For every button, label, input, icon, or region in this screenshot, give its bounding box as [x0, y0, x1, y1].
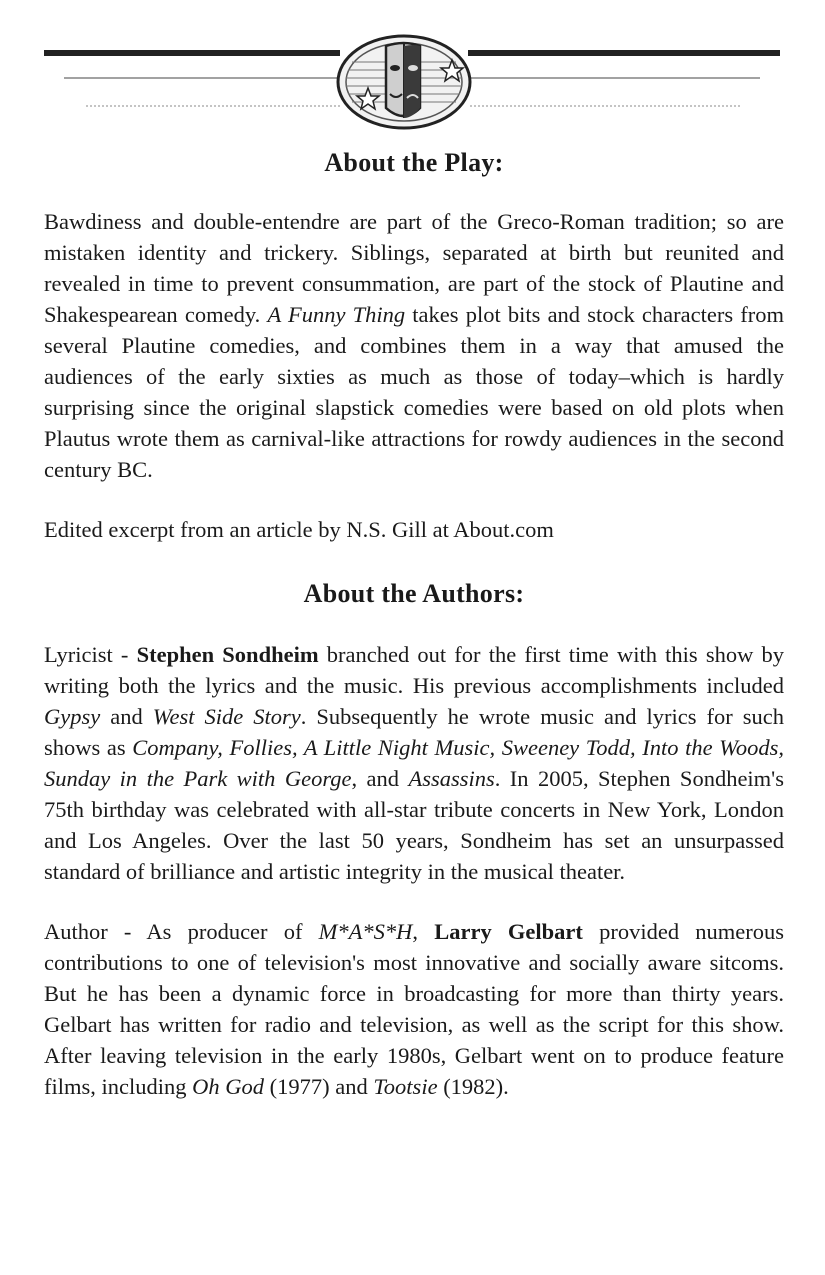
sondheim-west-side-story: West Side Story	[152, 704, 301, 729]
page-header	[0, 0, 825, 140]
page-content	[44, 148, 784, 1102]
about-play-text-2: takes plot bits and stock characters from several Plautine comedies, and combines them in a way that amused the audiences of the early sixties as much as those of today–which is hardly surprising since the original slapstick comedies were based on old plots when Plautus wrote them as carnival-like attractions for rowdy audiences in the second century BC.	[44, 302, 784, 482]
article-credit: Edited excerpt from an article by N.S. Gill at About.com	[44, 517, 554, 542]
gelbart-text-4: (1982).	[437, 1074, 509, 1099]
sondheim-text-1: branched out for the first time with this show by writing both the lyrics and the music. His previous accomplishments included	[44, 642, 784, 698]
gelbart-mash: M*A*S*H	[318, 919, 413, 944]
gelbart-role: Author - As producer of	[44, 919, 319, 944]
about-play-title-italic: A Funny Thing	[267, 302, 406, 327]
gelbart-text-2: provided numerous contributions to one of television's most innovative and socially aware sitcoms. But he has been a dynamic force in broadcasting for more than thirty years. Gelbart has written for radio and television, as well as the script for this show. After leaving television in the early 1980s, Gelbart went on to produce feature films, including	[44, 919, 785, 1099]
sondheim-gypsy: Gypsy	[44, 704, 101, 729]
theatre-masks-emblem-icon	[338, 36, 470, 128]
about-play-heading: About the Play:	[324, 148, 504, 177]
gelbart-paragraph	[44, 916, 784, 1102]
about-play-paragraph	[44, 206, 784, 485]
gelbart-name: Larry Gelbart	[434, 919, 583, 944]
sondheim-text-3: . Subsequently he wrote music and lyrics for such shows as	[44, 704, 784, 760]
sondheim-text-4: , and	[351, 766, 409, 791]
gelbart-oh-god: Oh God	[192, 1074, 264, 1099]
sondheim-role: Lyricist -	[44, 642, 137, 667]
gelbart-text-3: (1977) and	[264, 1074, 374, 1099]
header-rules	[0, 0, 825, 140]
about-play-text-1: Bawdiness and double-entendre are part of the Greco-Roman tradition; so are mistaken identity and trickery. Siblings, separated at birth but reunited and revealed in time to prevent consummation, are part of the stock of Plautine and Shakespearean comedy.	[44, 209, 784, 327]
gelbart-tootsie: Tootsie	[373, 1074, 438, 1099]
sondheim-text-2: and	[100, 704, 153, 729]
sondheim-name: Stephen Sondheim	[136, 642, 319, 667]
sondheim-shows: Company, Follies, A Little Night Music, Sweeney Todd, Into the Woods, Sunday in the Park with George	[44, 735, 784, 791]
header-rule-top-left	[44, 50, 340, 56]
sondheim-assassins: Assassins	[408, 766, 495, 791]
about-authors-heading: About the Authors:	[303, 579, 525, 608]
sondheim-text-5: . In 2005, Stephen Sondheim's 75th birthday was celebrated with all-star tribute concerts in New York, London and Los Angeles. Over the last 50 years, Sondheim has set an unsurpassed standard of brilliance and artistic integrity in the musical theater.	[44, 766, 784, 884]
sondheim-paragraph	[44, 639, 784, 887]
gelbart-text-1: ,	[412, 919, 435, 944]
header-rule-top-right	[468, 50, 780, 56]
